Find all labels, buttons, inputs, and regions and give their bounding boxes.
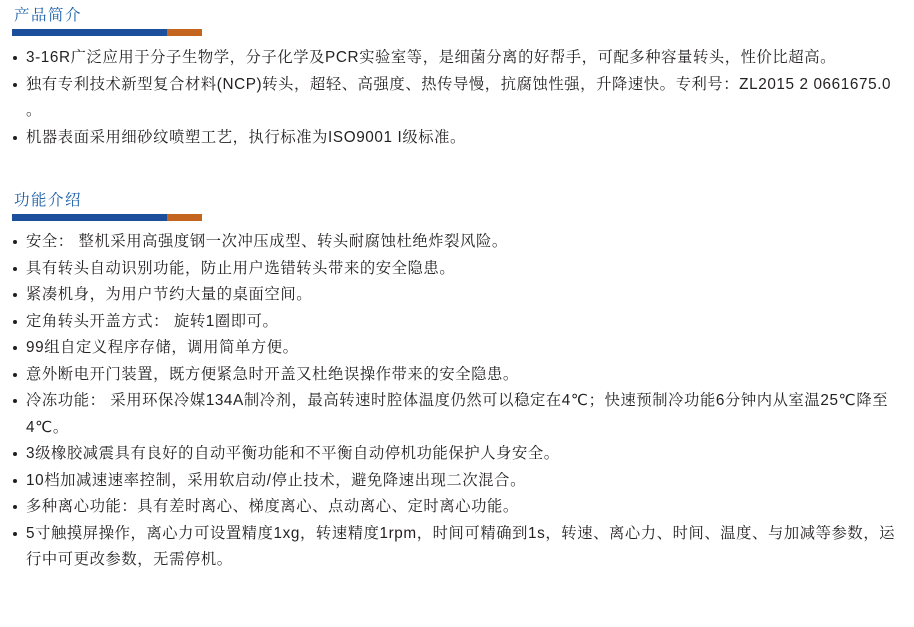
- list-item: 紧凑机身，为用户节约大量的桌面空间。: [12, 282, 902, 309]
- divider-blue-bar: [12, 29, 167, 36]
- section-title: 功能介绍: [14, 192, 83, 209]
- section-function-intro: [12, 151, 902, 574]
- section-divider: [12, 29, 202, 36]
- product-intro-list-wrap: [12, 45, 902, 151]
- list-item: 具有转头自动识别功能，防止用户选错转头带来的安全隐患。: [12, 256, 902, 283]
- function-intro-list: [12, 229, 902, 574]
- list-item: 5寸触摸屏操作，离心力可设置精度1xg，转速精度1rpm，时间可精确到1s，转速、离心力、时间、温度、与加减等参数，运行中可更改参数，无需停机。: [12, 521, 902, 574]
- list-item: 多种离心功能：具有差时离心、梯度离心、点动离心、定时离心功能。: [12, 494, 902, 521]
- list-item: 3-16R广泛应用于分子生物学，分子化学及PCR实验室等，是细菌分离的好帮手，可配多种容量转头，性价比超高。: [12, 45, 902, 72]
- function-intro-list-wrap: [12, 229, 902, 574]
- section-title: 产品简介: [14, 7, 83, 24]
- list-item: 机器表面采用细砂纹喷塑工艺，执行标准为ISO9001 I级标准。: [12, 125, 902, 152]
- section-divider: [12, 214, 202, 221]
- list-item: 10档加减速速率控制，采用软启动/停止技术，避免降速出现二次混合。: [12, 468, 902, 495]
- divider-orange-bar: [167, 29, 202, 36]
- list-item: 安全： 整机采用高强度钢一次冲压成型、转头耐腐蚀杜绝炸裂风险。: [12, 229, 902, 256]
- product-intro-list: [12, 45, 902, 151]
- divider-blue-bar: [12, 214, 167, 221]
- list-item: 冷冻功能： 采用环保冷媒134A制冷剂，最高转速时腔体温度仍然可以稳定在4℃；快速预制冷功能6分钟内从室温25℃降至4℃。: [12, 388, 902, 441]
- section-header-product-intro: [12, 6, 202, 36]
- list-item: 意外断电开门装置，既方便紧急时开盖又杜绝误操作带来的安全隐患。: [12, 362, 902, 389]
- section-header-function-intro: [12, 191, 202, 221]
- list-item: 3级橡胶减震具有良好的自动平衡功能和不平衡自动停机功能保护人身安全。: [12, 441, 902, 468]
- section-product-intro: [12, 0, 902, 151]
- list-item: 定角转头开盖方式： 旋转1圈即可。: [12, 309, 902, 336]
- divider-orange-bar: [167, 214, 202, 221]
- list-item: 独有专利技术新型复合材料(NCP)转头，超轻、高强度、热传导慢，抗腐蚀性强，升降速快。专利号：ZL2015 2 0661675.0 。: [12, 72, 902, 125]
- list-item: 99组自定义程序存储，调用简单方便。: [12, 335, 902, 362]
